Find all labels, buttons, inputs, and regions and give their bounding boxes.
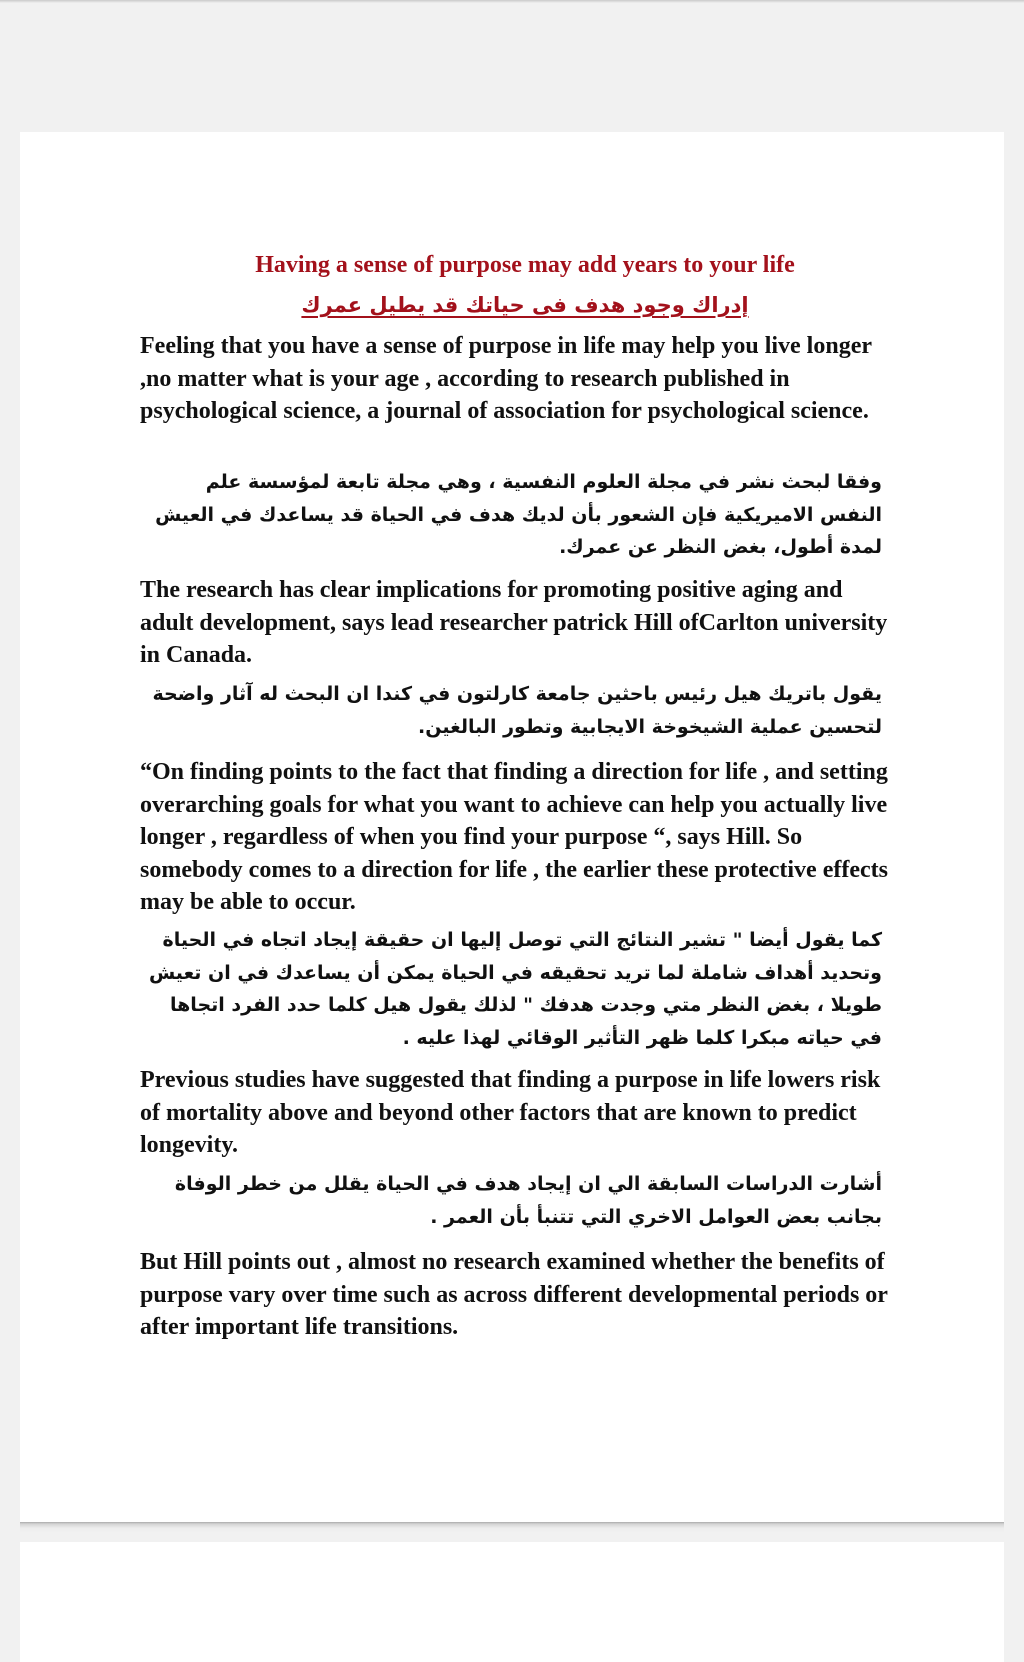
title-english: Having a sense of purpose may add years to your life <box>255 252 795 278</box>
paragraph-arabic-4: أشارت الدراسات السابقة الي ان إيجاد هدف في الحياة يقلل من خطر الوفاة بجانب بعض العوامل الاخري التي تتنبأ بأن العمر . <box>174 1173 882 1228</box>
paragraph-english-1: Feeling that you have a sense of purpose in life may help you live longer ,no matter what is your age , according to research published in psychological science, a journal of association for psychological science. <box>140 333 872 424</box>
paragraph-english-4: Previous studies have suggested that finding a purpose in life lowers risk of mortality above and beyond other factors that are known to predict longevity. <box>140 1067 881 1158</box>
paragraph-english-2: The research has clear implications for promoting positive aging and adult development, says lead researcher patrick Hill ofCarlton university in Canada. <box>140 577 888 668</box>
paragraph-arabic-3: كما يقول أيضا " تشير النتائج التي توصل إليها ان حقيقة إيجاد اتجاه في الحياة وتحديد أهداف شاملة لما تريد تحقيقه في الحياة يمكن أن يساعدك في ان تعيش طويلا ، بغض النظر متي وجدت هدفك " لذلك يقول هيل كلما حدد الفرد اتجاها في حياته مبكرا كلما ظهر التأثير الوقائي لهذا عليه . <box>148 929 882 1049</box>
paragraph-arabic-2: يقول باتريك هيل رئيس باحثين جامعة كارلتون في كندا ان البحث له آثار واضحة لتحسين عملية الشيخوخة الايجابية وتطور البالغين. <box>152 683 882 738</box>
paragraph-english-5: But Hill points out , almost no research examined whether the benefits of purpose vary over time such as across different developmental periods or after important life transitions. <box>140 1249 888 1340</box>
paragraph-english-3: “On finding points to the fact that finding a direction for life , and setting overarching goals for what you want to achieve can help you actually live longer , regardless of when you find your purpose “, says Hill. So somebody comes to a direction for life , the earlier these protective effects may be able to occur. <box>140 759 888 915</box>
title-arabic-text: إدراك وجود هدف فى حياتك قد يطيل عمرك <box>301 293 749 317</box>
title-arabic <box>140 290 910 320</box>
document-page-2[interactable] <box>20 1542 1004 1662</box>
paragraph-arabic-1: وفقا لبحث نشر في مجلة العلوم النفسية ، وهي مجلة تابعة لمؤسسة علم النفس الاميريكية فإن الشعور بأن لديك هدف في الحياة قد يساعدك في العيش لمدة أطول، بغض النظر عن عمرك. <box>155 471 882 558</box>
page-shadow <box>20 1522 1004 1532</box>
viewer-top-edge <box>0 0 1024 3</box>
document-page-1[interactable] <box>20 132 1004 1522</box>
